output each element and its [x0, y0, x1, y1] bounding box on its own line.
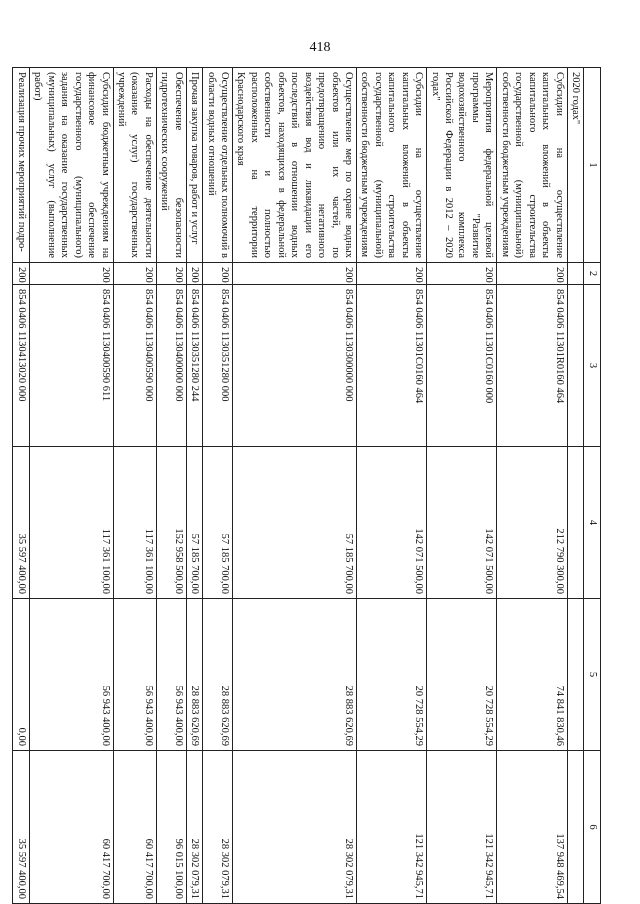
row-value-4-cell: 57 185 700,00	[203, 447, 233, 599]
row-code-cell: 854 0406 11301R0160 464	[497, 285, 567, 447]
row-value-4-cell: 142 071 500,00	[427, 447, 497, 599]
row-value-4-cell: 57 185 700,00	[186, 447, 202, 599]
row-value-4-cell: 35 597 400,00	[13, 447, 29, 599]
row-value-6-cell: 28 302 079,31	[186, 751, 202, 904]
row-value-5-cell: 56 943 400,00	[29, 599, 113, 751]
row-name-cell: Субсидии на осуществление капитальных вложений в объекты капитального строительства государственной (муниципальной) собственности бюджетным учреждениям	[357, 68, 427, 263]
row-name-cell: Субсидии на осуществление капитальных вложений в объекты капитального строительства государственной (муниципальной) собственности бюджетным учреждениям	[497, 68, 567, 263]
row-name-cell: Осуществление отдельных полномочий в области водных отношений	[203, 68, 233, 263]
row-code-cell: 854 0406 1130351280 000	[203, 285, 233, 447]
row-value-4-cell	[567, 447, 583, 599]
row-col2-cell: 200	[156, 263, 186, 285]
row-value-5-cell	[567, 599, 583, 751]
row-col2-cell	[567, 263, 583, 285]
row-col2-cell: 200	[203, 263, 233, 285]
header-cell: 5	[584, 599, 601, 751]
row-code-cell: 854 0406 11301С0160 464	[357, 285, 427, 447]
row-value-5-cell: 28 883 620,69	[186, 599, 202, 751]
table-row	[203, 68, 233, 904]
row-col2-cell: 200	[357, 263, 427, 285]
table-row	[233, 68, 357, 904]
row-value-4-cell: 117 361 100,00	[29, 447, 113, 599]
row-value-4-cell: 212 790 300,00	[497, 447, 567, 599]
row-code-cell: 854 0406 11301С0160 000	[427, 285, 497, 447]
row-value-6-cell: 96 015 100,00	[156, 751, 186, 904]
row-value-4-cell: 152 958 500,00	[156, 447, 186, 599]
row-value-4-cell: 57 185 700,00	[233, 447, 357, 599]
table-row	[113, 68, 156, 904]
row-code-cell: 854 0406 1130413020 000	[13, 285, 29, 447]
row-col2-cell: 200	[233, 263, 357, 285]
table-row	[29, 68, 113, 904]
row-name-cell: Мероприятия федеральной целевой программы "Развитие водохозяйственного комплекса Российской Федерации в 2012 – 2020 годах"	[427, 68, 497, 263]
header-cell: 3	[584, 285, 601, 447]
table-row	[13, 68, 29, 904]
header-cell: 4	[584, 447, 601, 599]
row-col2-cell: 200	[427, 263, 497, 285]
row-value-6-cell: 60 417 700,00	[29, 751, 113, 904]
row-value-4-cell: 142 071 500,00	[357, 447, 427, 599]
row-col2-cell: 200	[113, 263, 156, 285]
row-col2-cell: 200	[13, 263, 29, 285]
row-value-6-cell: 28 302 079,31	[233, 751, 357, 904]
row-value-5-cell: 20 728 554,29	[357, 599, 427, 751]
row-value-5-cell: 56 943 400,00	[156, 599, 186, 751]
row-value-5-cell: 28 883 620,69	[203, 599, 233, 751]
table-row	[567, 68, 583, 904]
row-value-6-cell	[567, 751, 583, 904]
header-cell: 1	[584, 68, 601, 263]
row-name-cell: Реализация прочих мероприятий подро-	[13, 68, 29, 263]
row-value-6-cell: 121 342 945,71	[357, 751, 427, 904]
row-name-cell: Обеспечение безопасности гидротехнических сооружений	[156, 68, 186, 263]
table-row	[357, 68, 427, 904]
row-col2-cell: 200	[29, 263, 113, 285]
row-value-5-cell: 74 841 830,46	[497, 599, 567, 751]
row-code-cell: 854 0406 1130300000 000	[233, 285, 357, 447]
row-name-cell: Осуществление мер по охране водных объектов или их частей, по предотвращению негативного воздействия вод и ликвидации его последствий в отношении водных объектов, находящихся в федеральной собственности и полностью расположенных на территории Краснодарского края	[233, 68, 357, 263]
row-code-cell: 854 0406 1130400590 611	[29, 285, 113, 447]
table-row	[497, 68, 567, 904]
rotated-table-container	[15, 67, 601, 903]
row-col2-cell: 200	[497, 263, 567, 285]
row-name-cell: 2020 годах"	[567, 68, 583, 263]
header-cell: 6	[584, 751, 601, 904]
row-value-6-cell: 137 948 469,54	[497, 751, 567, 904]
row-value-6-cell: 28 302 079,31	[203, 751, 233, 904]
row-value-5-cell: 56 943 400,00	[113, 599, 156, 751]
row-name-cell: Расходы на обеспечение деятельности (оказание услуг) государственных учреждений	[113, 68, 156, 263]
row-code-cell: 854 0406 1130351280 244	[186, 285, 202, 447]
budget-table	[13, 67, 602, 904]
row-value-5-cell: 20 728 554,29	[427, 599, 497, 751]
header-cell: 2	[584, 263, 601, 285]
row-code-cell: 854 0406 1130400590 000	[113, 285, 156, 447]
row-value-5-cell: 28 883 620,69	[233, 599, 357, 751]
table-row	[427, 68, 497, 904]
row-value-6-cell: 60 417 700,00	[113, 751, 156, 904]
table-row	[186, 68, 202, 904]
row-col2-cell: 200	[186, 263, 202, 285]
row-value-4-cell: 117 361 100,00	[113, 447, 156, 599]
row-value-5-cell: 0,00	[13, 599, 29, 751]
row-value-6-cell: 121 342 945,71	[427, 751, 497, 904]
row-value-6-cell: 35 597 400,00	[13, 751, 29, 904]
row-code-cell	[567, 285, 583, 447]
row-name-cell: Прочая закупка товаров, работ и услуг	[186, 68, 202, 263]
table-row	[156, 68, 186, 904]
row-name-cell: Субсидии бюджетным учреждениям на финансовое обеспечение государственного (муниципального) задания на оказание государственных (муниципальных) услуг (выполнение работ)	[29, 68, 113, 263]
row-code-cell: 854 0406 1130400000 000	[156, 285, 186, 447]
page-number: 418	[309, 40, 331, 55]
table-header-row	[584, 68, 601, 904]
